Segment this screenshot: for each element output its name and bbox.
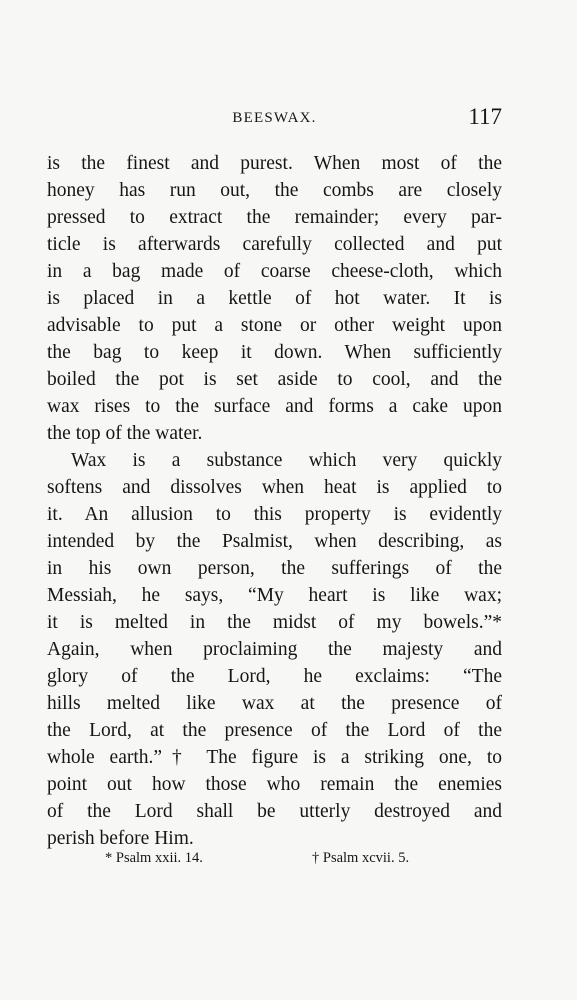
text-line: pressed to extract the remainder; every par- (47, 207, 502, 228)
text-line: Messiah, he says, “My heart is like wax; (47, 585, 502, 606)
text-line: is the finest and purest. When most of the (47, 153, 502, 174)
text-line: honey has run out, the combs are closely (47, 180, 502, 201)
text-line: it. An allusion to this property is evidently (47, 504, 502, 525)
text-line: intended by the Psalmist, when describing, as (47, 531, 502, 552)
text-line: advisable to put a stone or other weight upon (47, 315, 502, 336)
text-line: point out how those who remain the enemies (47, 774, 502, 795)
text-line: Again, when proclaiming the majesty and (47, 639, 502, 660)
paragraph-start-line: Wax is a substance which very quickly (71, 450, 502, 471)
text-line: glory of the Lord, he exclaims: “The (47, 666, 502, 687)
text-line: of the Lord shall be utterly destroyed and (47, 801, 502, 822)
paragraph-end-line: the top of the water. (47, 423, 203, 444)
running-title: BEESWAX. (232, 110, 317, 126)
text-line: softens and dissolves when heat is applied to (47, 477, 502, 498)
footnote-1: * Psalm xxii. 14. (105, 850, 203, 866)
text-line: the bag to keep it down. When sufficiently (47, 342, 502, 363)
running-head (47, 104, 502, 134)
paragraph-end-line: perish before Him. (47, 828, 194, 849)
text-line: boiled the pot is set aside to cool, and the (47, 369, 502, 390)
text-line: whole earth.”† The figure is a striking one, to (47, 747, 502, 768)
text-line: in his own person, the sufferings of the (47, 558, 502, 579)
text-line: wax rises to the surface and forms a cake upon (47, 396, 502, 417)
footnotes (47, 850, 502, 874)
text-line: the Lord, at the presence of the Lord of the (47, 720, 502, 741)
text-line: is placed in a kettle of hot water. It is (47, 288, 502, 309)
text-line: it is melted in the midst of my bowels.”* (47, 612, 502, 633)
body-text (47, 150, 502, 852)
text-line: in a bag made of coarse cheese-cloth, which (47, 261, 502, 282)
footnote-2: † Psalm xcvii. 5. (312, 850, 410, 866)
text-line: hills melted like wax at the presence of (47, 693, 502, 714)
text-line: ticle is afterwards carefully collected and put (47, 234, 502, 255)
page-number: 117 (468, 104, 502, 129)
